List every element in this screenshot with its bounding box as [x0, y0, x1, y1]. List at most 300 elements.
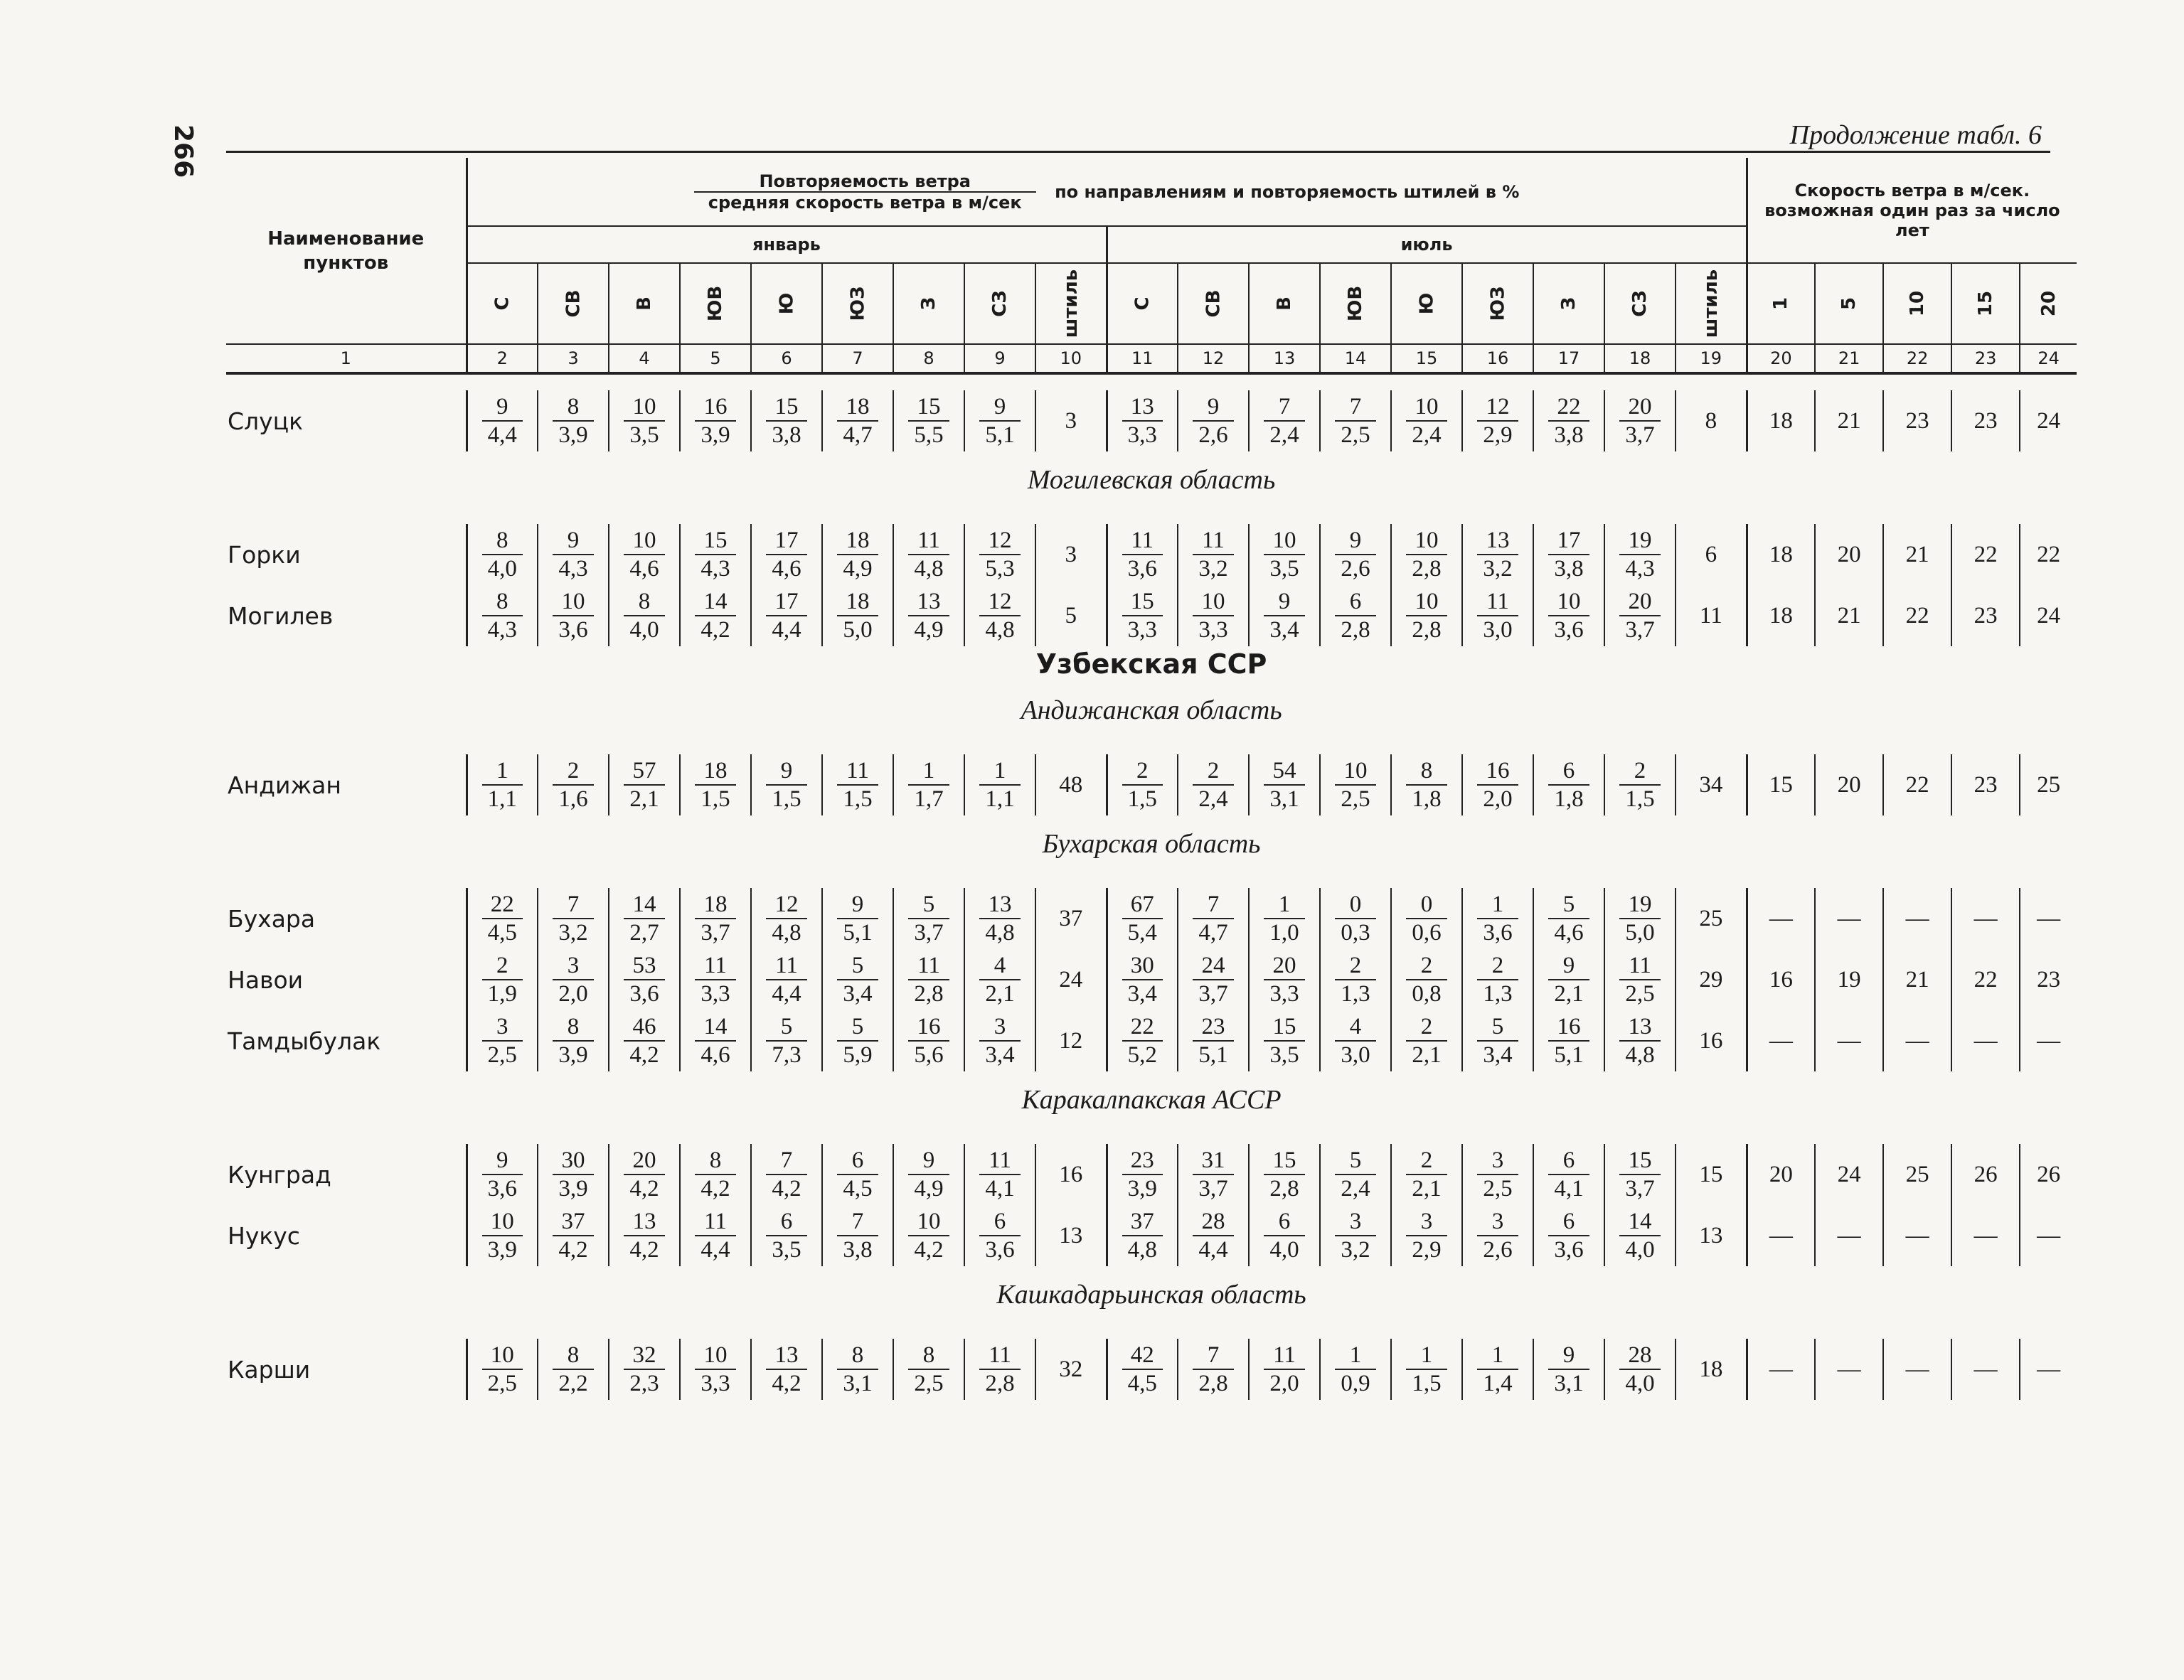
jul-direction-cell [1320, 524, 1391, 585]
page-number: 266 [169, 124, 198, 178]
fraction [908, 757, 949, 813]
fraction [1264, 891, 1304, 946]
speed-value: 4,9 [914, 1176, 944, 1202]
max-speed-cell: 18 [1747, 585, 1815, 646]
jul-direction-cell [1533, 949, 1604, 1010]
max-speed-cell: 25 [1883, 1144, 1951, 1205]
spacer-cell [226, 739, 2077, 754]
spacer-row [226, 739, 2077, 754]
speed-value: 4,2 [772, 1176, 801, 1202]
speed-value: 3,7 [914, 920, 944, 946]
frequency-value: 2 [1406, 952, 1447, 980]
fraction [624, 757, 664, 813]
max-speed-cell: 21 [1815, 390, 1883, 451]
speed-value: 3,6 [1483, 920, 1513, 946]
frequency-value: 8 [624, 588, 664, 616]
fraction [1406, 891, 1447, 946]
speed-value: 2,5 [1625, 981, 1655, 1007]
header-direction-jan-2 [609, 263, 680, 344]
frequency-value: 8 [553, 1013, 593, 1042]
header-years-label: 10 [1907, 290, 1929, 317]
max-speed-cell: 16 [1747, 949, 1815, 1010]
header-speed: средняя скорость ветра в м/сек [708, 192, 1022, 213]
fraction [1406, 1147, 1447, 1202]
fraction [1264, 527, 1304, 582]
header-column-number: 14 [1320, 344, 1391, 373]
jan-direction-cell [822, 888, 893, 949]
speed-value: 4,4 [772, 981, 801, 1007]
speed-value: 3,6 [487, 1176, 517, 1202]
table-row [226, 949, 2077, 1010]
speed-value: 1,1 [487, 786, 517, 812]
frequency-value: 2 [1477, 952, 1518, 980]
frequency-value: 3 [553, 952, 593, 980]
frequency-value: 20 [1264, 952, 1304, 980]
frequency-value: 3 [1477, 1147, 1518, 1175]
header-column-number: 24 [2020, 344, 2077, 373]
speed-value: 3,1 [843, 1371, 873, 1396]
station-name: Слуцк [226, 390, 467, 451]
jul-direction-cell [1604, 1144, 1676, 1205]
header-july: июль [1107, 226, 1747, 263]
frequency-value: 30 [1122, 952, 1163, 980]
max-speed-cell: — [1951, 888, 2020, 949]
jan-direction-cell [538, 1144, 609, 1205]
frequency-value: 1 [979, 757, 1020, 786]
frequency-value: 28 [1619, 1342, 1660, 1370]
speed-value: 3,8 [1554, 422, 1584, 448]
fraction [1193, 952, 1233, 1007]
jan-direction-cell [467, 1339, 538, 1400]
fraction [553, 891, 593, 946]
fraction [837, 1013, 878, 1069]
jan-calm-cell: 13 [1035, 1205, 1107, 1266]
frequency-value: 11 [766, 952, 806, 980]
frequency-value: 6 [1548, 1147, 1589, 1175]
jan-direction-cell [893, 949, 964, 1010]
spacer-row [226, 1323, 2077, 1339]
fraction [624, 588, 664, 643]
speed-value: 2,5 [1341, 422, 1370, 448]
table-row [226, 1144, 2077, 1205]
max-speed-cell: — [2037, 1027, 2061, 1054]
speed-value: 4,7 [843, 422, 873, 448]
max-speed-cell: 22 [1883, 585, 1951, 646]
speed-value: 2,8 [1412, 617, 1442, 643]
speed-value: 4,8 [914, 556, 944, 582]
fraction [1335, 527, 1375, 582]
fraction [908, 393, 949, 449]
speed-value: 3,2 [1198, 556, 1228, 582]
header-column-number: 8 [893, 344, 964, 373]
frequency-value: 8 [1406, 757, 1447, 786]
jul-direction-cell [1462, 1010, 1533, 1071]
speed-value: 2,8 [1198, 1371, 1228, 1396]
frequency-value: 20 [1619, 588, 1660, 616]
station-name: Бухара [226, 888, 467, 949]
fraction [624, 1013, 664, 1069]
jul-direction-cell [1533, 390, 1604, 451]
jul-direction-cell [1604, 1205, 1676, 1266]
frequency-value: 28 [1193, 1208, 1233, 1236]
jul-direction-cell [1107, 585, 1178, 646]
speed-value: 3,7 [1198, 981, 1228, 1007]
fraction [1264, 588, 1304, 643]
republic-title: Узбекская ССР [1035, 648, 1267, 680]
spacer-cell [226, 1128, 2077, 1144]
speed-value: 4,2 [558, 1237, 588, 1263]
speed-value: 2,3 [629, 1371, 659, 1396]
frequency-value: 6 [1548, 1208, 1589, 1236]
header-direction-jan-6 [893, 263, 964, 344]
speed-value: 5,1 [1198, 1042, 1228, 1068]
frequency-value: 13 [624, 1208, 664, 1236]
fraction [553, 757, 593, 813]
max-speed-cell: 18 [1747, 524, 1815, 585]
speed-value: 2,2 [558, 1371, 588, 1396]
table-row [226, 390, 2077, 451]
fraction [1335, 588, 1375, 643]
jan-direction-cell [467, 390, 538, 451]
header-column-number: 20 [1747, 344, 1815, 373]
jan-calm-cell: 3 [1035, 524, 1107, 585]
fraction [1264, 393, 1304, 449]
fraction [695, 757, 735, 813]
header-column-numbers-row [226, 344, 2077, 373]
frequency-value: 15 [1619, 1147, 1660, 1175]
fraction [1335, 1147, 1375, 1202]
frequency-value: 10 [908, 1208, 949, 1236]
max-speed-cell: 22 [1951, 949, 2020, 1010]
frequency-value: 13 [1477, 527, 1518, 555]
region-title: Каракалпакская АССР [1021, 1085, 1282, 1115]
max-speed-cell: — [1883, 1010, 1951, 1071]
header-years-10 [1883, 263, 1951, 344]
frequency-value: 13 [1619, 1013, 1660, 1042]
jan-direction-cell [751, 524, 822, 585]
fraction [1193, 1342, 1233, 1397]
frequency-value: 7 [1264, 393, 1304, 422]
frequency-value: 20 [1619, 393, 1660, 422]
max-speed-cell: — [1747, 888, 1815, 949]
frequency-value: 14 [624, 891, 664, 919]
frequency-value: 6 [979, 1208, 1020, 1236]
speed-value: 2,8 [1269, 1176, 1299, 1202]
header-years-label: 15 [1975, 290, 1997, 317]
jul-direction-cell [1107, 1205, 1178, 1266]
fraction [766, 891, 806, 946]
header-max-speed: Скорость ветра в м/сек. возможная один раз за число лет [1764, 180, 2060, 240]
speed-value: 3,5 [629, 422, 659, 448]
frequency-value: 54 [1264, 757, 1304, 786]
header-column-number: 15 [1391, 344, 1462, 373]
frequency-value: 13 [908, 588, 949, 616]
frequency-value: 22 [1122, 1013, 1163, 1042]
fraction [837, 588, 878, 643]
fraction [1619, 952, 1660, 1007]
frequency-value: 4 [979, 952, 1020, 980]
jan-direction-cell [964, 1339, 1035, 1400]
speed-value: 4,4 [487, 422, 517, 448]
speed-value: 1,5 [1625, 786, 1655, 812]
jan-calm-cell: 5 [1035, 585, 1107, 646]
speed-value: 4,2 [914, 1237, 944, 1263]
frequency-value: 10 [624, 393, 664, 422]
fraction [1122, 1208, 1163, 1263]
speed-value: 0,3 [1341, 920, 1370, 946]
frequency-value: 23 [1122, 1147, 1163, 1175]
speed-value: 4,8 [985, 920, 1015, 946]
fraction [766, 527, 806, 582]
frequency-value: 12 [1477, 393, 1518, 422]
speed-value: 4,9 [914, 617, 944, 643]
speed-value: 2,5 [1483, 1176, 1513, 1202]
frequency-value: 5 [908, 891, 949, 919]
jan-direction-cell [538, 585, 609, 646]
fraction [766, 1342, 806, 1397]
table-continuation-caption: Продолжение табл. 6 [1789, 120, 2042, 150]
header-direction-jan-3 [680, 263, 751, 344]
fraction [482, 393, 523, 449]
spacer-row [226, 508, 2077, 524]
fraction [979, 527, 1020, 582]
jan-direction-cell [893, 1010, 964, 1071]
jan-direction-cell [893, 524, 964, 585]
header-direction-label: СЗ [1629, 290, 1651, 317]
max-speed-cell: — [1747, 1339, 1815, 1400]
jan-direction-cell [538, 1205, 609, 1266]
jul-direction-cell [1604, 754, 1676, 815]
frequency-value: 5 [1548, 891, 1589, 919]
speed-value: 1,9 [487, 981, 517, 1007]
header-direction-label: С [1131, 296, 1154, 311]
header-direction-label: СЗ [989, 290, 1011, 317]
frequency-value: 10 [1548, 588, 1589, 616]
speed-value: 2,1 [1412, 1042, 1442, 1068]
speed-value: 4,3 [487, 617, 517, 643]
jan-direction-cell [538, 888, 609, 949]
wind-table [226, 158, 2077, 1400]
fraction [553, 1342, 593, 1397]
frequency-value: 42 [1122, 1342, 1163, 1370]
header-column-number: 9 [964, 344, 1035, 373]
header-frequency-suffix: по направлениям и повторяемость штилей в % [1055, 181, 1520, 202]
max-speed-cell: 23 [1951, 585, 2020, 646]
jan-direction-cell [822, 949, 893, 1010]
header-frequency: Повторяемость ветра [694, 171, 1036, 193]
speed-value: 3,2 [558, 920, 588, 946]
speed-value: 5,1 [843, 920, 873, 946]
fraction [1193, 1147, 1233, 1202]
speed-value: 3,0 [1483, 617, 1513, 643]
frequency-value: 11 [1122, 527, 1163, 555]
jan-direction-cell [467, 1010, 538, 1071]
frequency-value: 1 [908, 757, 949, 786]
fraction [837, 952, 878, 1007]
fraction [1477, 1147, 1518, 1202]
station-name: Могилев [226, 585, 467, 646]
fraction [1406, 757, 1447, 813]
jul-direction-cell [1107, 1010, 1178, 1071]
jan-direction-cell [964, 1010, 1035, 1071]
frequency-value: 11 [1619, 952, 1660, 980]
fraction [553, 527, 593, 582]
header-direction-jan-4 [751, 263, 822, 344]
frequency-value: 2 [553, 757, 593, 786]
jul-direction-cell [1391, 1010, 1462, 1071]
speed-value: 0,6 [1412, 920, 1442, 946]
speed-value: 4,8 [772, 920, 801, 946]
header-direction-label: Ю [1416, 292, 1437, 315]
fraction [1619, 393, 1660, 449]
jan-direction-cell [680, 1144, 751, 1205]
jul-direction-cell [1107, 1339, 1178, 1400]
speed-value: 2,4 [1412, 422, 1442, 448]
jan-direction-cell [680, 949, 751, 1010]
fraction [979, 588, 1020, 643]
jan-direction-cell [964, 949, 1035, 1010]
fraction [1548, 952, 1589, 1007]
speed-value: 3,9 [558, 422, 588, 448]
frequency-value: 2 [482, 952, 523, 980]
fraction [908, 952, 949, 1007]
jul-direction-cell [1320, 754, 1391, 815]
max-speed-cell: 26 [1951, 1144, 2020, 1205]
speed-value: 5,0 [1625, 920, 1655, 946]
speed-value: 4,0 [629, 617, 659, 643]
jan-direction-cell [680, 888, 751, 949]
jan-direction-cell [751, 1010, 822, 1071]
frequency-value: 10 [482, 1342, 523, 1370]
speed-value: 3,7 [1625, 422, 1655, 448]
speed-value: 1,8 [1554, 786, 1584, 812]
max-speed-cell: 20 [1815, 754, 1883, 815]
speed-value: 0,9 [1341, 1371, 1370, 1396]
jan-direction-cell [964, 754, 1035, 815]
header-direction-label: ЮВ [705, 285, 726, 322]
frequency-value: 9 [1335, 527, 1375, 555]
jul-direction-cell [1391, 1144, 1462, 1205]
fraction [624, 527, 664, 582]
frequency-value: 10 [482, 1208, 523, 1236]
jan-direction-cell [538, 754, 609, 815]
jul-direction-cell [1533, 585, 1604, 646]
jan-direction-cell [680, 390, 751, 451]
speed-value: 4,6 [772, 556, 801, 582]
header-years-15 [1951, 263, 2020, 344]
frequency-value: 9 [1264, 588, 1304, 616]
jul-calm-cell: 29 [1676, 949, 1747, 1010]
fraction [1406, 952, 1447, 1007]
header-direction-label: Ю [776, 292, 797, 315]
jul-direction-cell [1320, 390, 1391, 451]
jan-direction-cell [751, 1205, 822, 1266]
frequency-value: 15 [695, 527, 735, 555]
jan-direction-cell [822, 1339, 893, 1400]
frequency-value: 18 [695, 891, 735, 919]
jan-direction-cell [751, 390, 822, 451]
fraction [1264, 1342, 1304, 1397]
frequency-value: 7 [766, 1147, 806, 1175]
frequency-value: 6 [1264, 1208, 1304, 1236]
table-row [226, 1205, 2077, 1266]
max-speed-cell: — [1951, 1205, 2020, 1266]
max-speed-cell: 20 [1815, 524, 1883, 585]
frequency-value: 8 [695, 1147, 735, 1175]
table-row [226, 524, 2077, 585]
header-direction-jul-2 [1249, 263, 1320, 344]
jan-direction-cell [467, 524, 538, 585]
jul-direction-cell [1533, 524, 1604, 585]
jul-calm-cell: 18 [1676, 1339, 1747, 1400]
max-speed-cell: — [1951, 1010, 2020, 1071]
frequency-value: 9 [553, 527, 593, 555]
speed-value: 5,5 [914, 422, 944, 448]
jul-direction-cell [1178, 1205, 1249, 1266]
table-row [226, 1339, 2077, 1400]
fraction [837, 1342, 878, 1397]
jul-direction-cell [1533, 888, 1604, 949]
jul-calm-cell: 15 [1676, 1144, 1747, 1205]
jan-direction-cell [609, 754, 680, 815]
frequency-value: 18 [837, 527, 878, 555]
frequency-value: 20 [624, 1147, 664, 1175]
jan-direction-cell [822, 524, 893, 585]
spacer-row [226, 373, 2077, 390]
jul-direction-cell [1604, 1010, 1676, 1071]
max-speed-cell: 20 [1747, 1144, 1815, 1205]
header-column-number: 18 [1604, 344, 1676, 373]
header-direction-jan-1 [538, 263, 609, 344]
jul-direction-cell [1107, 390, 1178, 451]
region-heading-row [226, 1266, 2077, 1323]
fraction [695, 527, 735, 582]
fraction [908, 1342, 949, 1397]
fraction [837, 1147, 878, 1202]
speed-value: 4,9 [843, 556, 873, 582]
frequency-value: 11 [979, 1147, 1020, 1175]
frequency-value: 6 [1335, 588, 1375, 616]
fraction [979, 1147, 1020, 1202]
frequency-value: 1 [1477, 891, 1518, 919]
fraction [908, 1013, 949, 1069]
fraction [553, 1147, 593, 1202]
jan-direction-cell [822, 390, 893, 451]
max-speed-cell: 23 [1951, 390, 2020, 451]
header-direction-label: З [1557, 296, 1580, 311]
speed-value: 4,2 [629, 1176, 659, 1202]
jul-direction-cell [1178, 1339, 1249, 1400]
frequency-value: 16 [695, 393, 735, 422]
frequency-value: 1 [1264, 891, 1304, 919]
speed-value: 5,1 [1554, 1042, 1584, 1068]
spacer-cell [226, 1323, 2077, 1339]
fraction [1406, 588, 1447, 643]
jan-direction-cell [538, 524, 609, 585]
speed-value: 2,4 [1269, 422, 1299, 448]
speed-value: 4,8 [1625, 1042, 1655, 1068]
jul-direction-cell [1462, 1205, 1533, 1266]
speed-value: 1,3 [1341, 981, 1370, 1007]
jan-direction-cell [751, 754, 822, 815]
header-column-number: 19 [1676, 344, 1747, 373]
table-body [226, 373, 2077, 1400]
jul-direction-cell [1462, 1339, 1533, 1400]
fraction [1193, 588, 1233, 643]
frequency-value: 9 [766, 757, 806, 786]
fraction [1335, 757, 1375, 813]
station-name: Кунград [226, 1144, 467, 1205]
